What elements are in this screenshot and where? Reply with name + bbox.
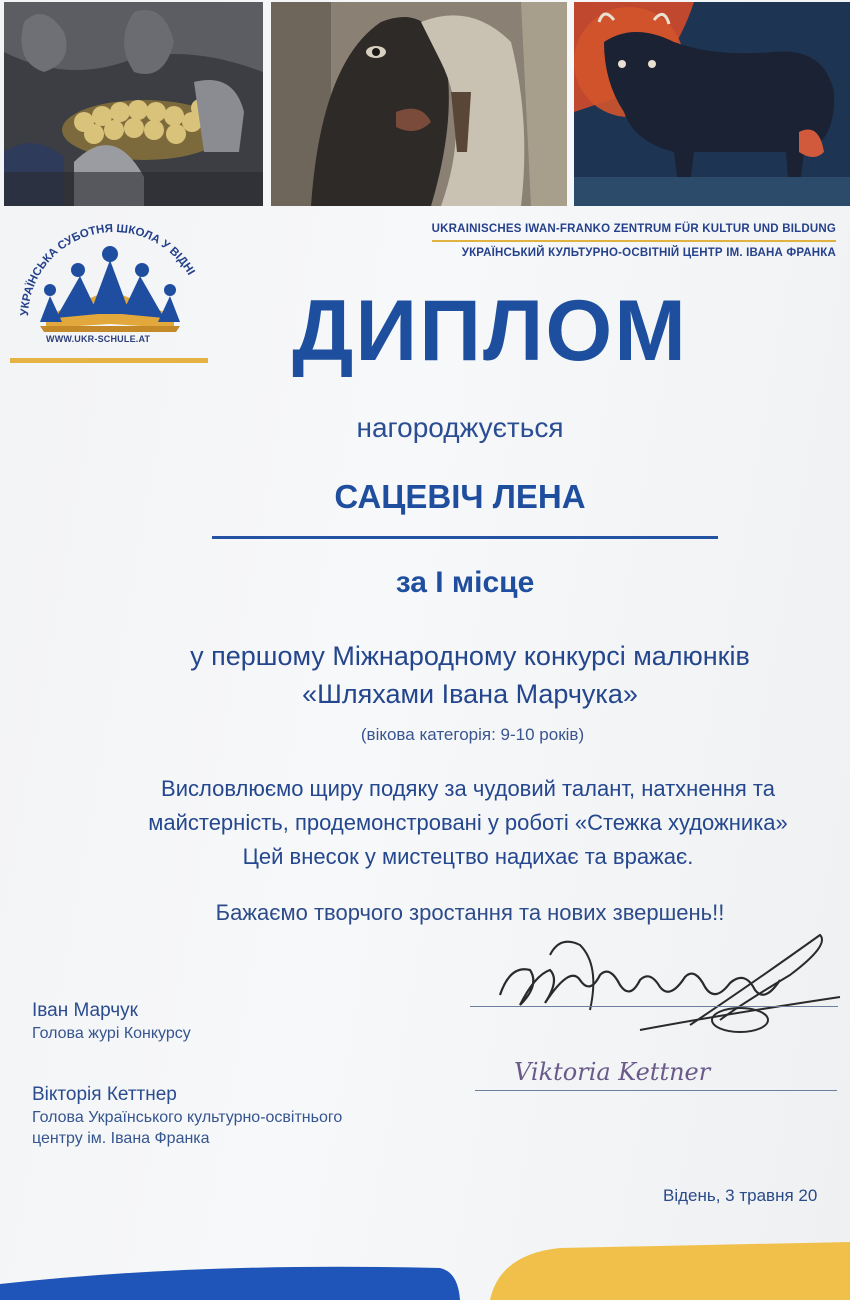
recipient-underline <box>212 536 718 539</box>
thanks-line-1: Висловлюємо щиру подяку за чудовий талант, натхнення та <box>161 776 775 801</box>
logo-url: WWW.UKR-SCHULE.AT <box>46 334 151 344</box>
svg-text:Viktoria Kettner: Viktoria Kettner <box>514 1058 711 1086</box>
signatory-2 <box>32 1083 342 1149</box>
signatory-2-name: Вікторія Кеттнер <box>32 1084 177 1105</box>
organization-header <box>432 222 836 260</box>
bottom-yellow-band <box>470 1240 850 1300</box>
signatory-2-role-line-2: центру ім. Івана Франка <box>32 1130 210 1147</box>
contest-line-2: «Шляхами Івана Марчука» <box>302 679 638 709</box>
bottom-blue-band <box>0 1262 460 1300</box>
logo-arc-text: УКРАЇНСЬКА СУБОТНЯ ШКОЛА У ВІДНІ <box>18 222 197 317</box>
org-name-ukrainian: УКРАЇНСЬКИЙ КУЛЬТУРНО-ОСВІТНІЙ ЦЕНТР ІМ. ІВАНА ФРАНКА <box>461 247 836 259</box>
awarded-text: нагороджується <box>356 412 564 443</box>
signatory-1-name: Іван Марчук <box>32 1000 138 1021</box>
diploma-title: ДИПЛОМ <box>292 283 688 379</box>
signature-kettner <box>510 1048 790 1092</box>
thanks-paragraph <box>68 772 850 874</box>
contest-line-1: у першому Міжнародному конкурсі малюнків <box>190 641 750 671</box>
signatory-1-role: Голова журі Конкурсу <box>32 1025 191 1042</box>
signatory-1 <box>32 999 191 1044</box>
signatory-2-role-line-1: Голова Українського культурно-освітнього <box>32 1109 343 1126</box>
signature-marchuk <box>490 925 850 1045</box>
issue-date: Відень, 3 травня 20 <box>663 1186 818 1205</box>
painting-bull <box>574 2 850 206</box>
signature-line-1 <box>470 1006 838 1007</box>
thanks-line-2: майстерність, продемонстровані у роботі «Стежка художника» <box>148 810 788 835</box>
org-name-german: UKRAINISCHES IWAN-FRANKO ZENTRUM FÜR KULTUR UND BILDUNG <box>432 222 836 242</box>
painting-still-life <box>4 2 263 206</box>
recipient-name: САЦЕВІЧ ЛЕНА <box>334 478 586 515</box>
signature-line-2 <box>475 1090 837 1091</box>
contest-description <box>90 637 850 713</box>
award-place: за І місце <box>395 566 535 599</box>
age-category: (вікова категорія: 9-10 років) <box>360 725 585 744</box>
thanks-line-3: Цей внесок у мистецтво надихає та вражає. <box>242 844 694 869</box>
paintings-strip <box>0 0 850 207</box>
wish-text: Бажаємо творчого зростання та нових звершень!! <box>215 900 725 925</box>
painting-faces <box>271 2 567 206</box>
